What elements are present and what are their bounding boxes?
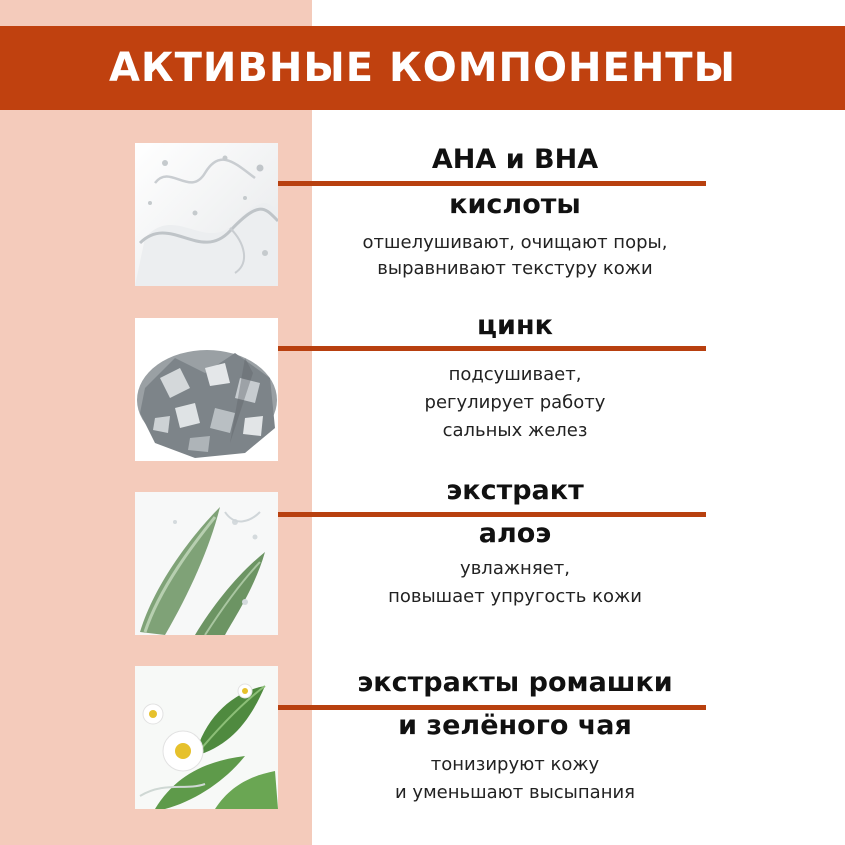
component-heading: экстракты ромашки xyxy=(357,667,673,698)
component-subheading: кислоты xyxy=(449,189,581,220)
component-heading: АНА и ВНА xyxy=(431,144,599,175)
chamomile-flower xyxy=(163,731,203,771)
component-subheading: алоэ xyxy=(478,518,552,549)
divider-line xyxy=(278,512,706,517)
component-description-line: выравнивают текстуру кожи xyxy=(377,258,653,279)
component-subheading: и зелёного чая xyxy=(398,710,632,741)
component-description-line: увлажняет, xyxy=(460,558,570,579)
divider-line xyxy=(278,346,706,351)
component-heading: цинк xyxy=(477,310,553,341)
component-description-line: и уменьшают высыпания xyxy=(395,782,635,803)
chamomile-green-tea-image xyxy=(135,666,278,809)
component-description-line: сальных желез xyxy=(442,420,588,441)
aloe-leaf-image xyxy=(135,492,278,635)
component-description-line: регулирует работу xyxy=(424,392,606,413)
component-description-line: отшелушивают, очищают поры, xyxy=(362,232,668,253)
component-description-line: повышает упругость кожи xyxy=(388,586,642,607)
title-banner xyxy=(0,26,845,110)
component-heading: экстракт xyxy=(446,475,584,506)
component-description-line: подсушивает, xyxy=(448,364,582,385)
zinc-crystals-image xyxy=(135,318,278,461)
water-splash-image xyxy=(135,143,278,286)
divider-line xyxy=(278,181,706,186)
component-description-line: тонизируют кожу xyxy=(430,754,600,775)
page-title: АКТИВНЫЕ КОМПОНЕНТЫ xyxy=(108,45,737,91)
